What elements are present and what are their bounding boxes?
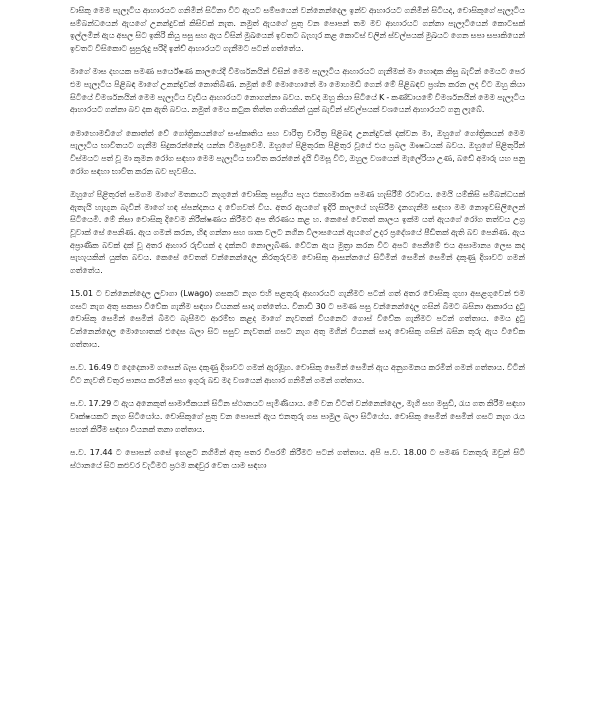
paragraph-2: මාගේ මාස දහයක පමණ පර්යේෂණ කාලයේදී විමර්ශනයින් විසින් මෙම පැලෑටිය ආහාරයට ගැනීමක් මා හොඳක කිසු බැවින් මෙයට පෙර එම පැලෑටිය පිළිබඳ මාගේ උනන්දුවක් නොතිබිණ. නමුත් මේ මොහොතේ මා මොහමඩි ගෙන් මේ පිළිබඳව ප්‍රශ්න කරන ලද විට ඔහු කියා සිටියේ විමර්ශනයින් මෙම පැලෑටිය වැඩිය ආහාරයට නොගන්නා බවය. තවද ඔහු කියා සිටියේ K - කණ්ඩායමේ විමර්ශනයින් මෙම පැලෑටිය ආහාරයට ගන්නා බව දක ඇති බවය. නමුත් මෙය කටුක තිත්ත ගතියකින් යුක් බැවින් ස්වල්පයක් වශයෙන් ආහාරයට ගනු ලැබේ. <box>70 66 525 115</box>
paragraph-5: 15.01 ට වන්නෙන්දෙල ලුවාගා (Lwago) ගසකට නැග එහි පළතුරු ආහාරයට ගැනීමට පටන් ගත් අතර චොසිකු ගුහා අසළගුවෙන් එම ගසට නැග අතු සකසා විවේක ගැනීම සඳහා වියනක් සාදා ගත්තේය. විනාඩි 30 ට පමණ පසු වන්නෙන්දෙල ගසින් බිමට බසිනා ආකාරය දුටු චොසිකු සෙමින් සෙමින් බිමට බැසීමට ආරම්භ කළද මාගේ නැවතක් වියනෙට ගොස් විවේක ගැනීමට පටන් ගත්තාය. මෙය දුටු වන්නෙන්දෙල මොහොතක් එදෙස බලා සිට පසුව නැවතක් ගසට නැග අතු මගින් වියනක් සාදා චොසිකු ගසින් බසින තුරු ඇය විවේක ගත්තාය. <box>70 288 525 349</box>
paragraph-7: ප.ව. 17.29 ට ඇය අනෙකුත් සාමාජිකයන් සිටින ස්ථානයට පැමිණියාය. මේ වන විටත් වන්නෙන්දෙල, මැගි සහ මසුඩි, රැය ගත කිරීම සඳහා වෘක්ෂයකට නැග සිටියෝය. චොසිකුගේ පුතු වන පොපන් ඇය එනතුරු ගස පාමුල බලා සිටියේය. චොසිකු සෙමින් සෙමින් ගසට නැග රැය පහන් කිරීම සඳහා වියනක් තනා ගත්තාය. <box>70 398 525 434</box>
paragraph-6: ප.ව. 16.49 ට දෙදෙනාම ගසෙන් බැස දකුණු දිශාවට ගමන් ඇරඹූහ. චොසිකු සෙමින් සෙමින් ඇය අනුගමනය කරමින් ගමන් ගත්තාය. විටින් විට නැවතී වතුර පානය කරමින් සහ ඉගුරු බඩ මද වශයෙන් ආහාර ගනිමින් ගමන් ගත්තාය. <box>70 362 525 385</box>
paragraph-8: ප.ව. 17.44 ට පොපන් ගසේ ඉහළට නගිමින් අතු පතර විපරම් කිරීමට පටන් ගත්තාය. අපි ප.ව. 18.00 ට පමණ වනතුරු ඔවුන් සිටි ස්ථානයේ සිට කළුවර වැටීමට ප්‍රථම කඳවුර වෙත යාම සඳහා <box>70 447 525 470</box>
paragraph-3: මොහොමඩිගේ කොත්ත් වේ ගෝත්‍රිකයන්ගේ සංස්කෘතිය සහ වාරිත්‍ර වාරිත්‍ර පිළිබඳ උනන්දුවක් දක්වන මා, ඔහුගේ ගෝත්‍රිකයන් මෙම පැලෑටිය භාවිතයට ගැනීම සිදුකරන්නේද යන්න විමසුවෙමි. ඔහුගේ පිළිතුරක පිළිතුර වූයේ එය ප්‍රබල ඖෂධයක් බවය. ඔහුගේ පිළිතුරින් විස්මයට පත් වූ මා කුමන රෝග සඳහා මෙම පැලෑටිය භාවිත කරන්නේ දැයි විමසූ විට, ඔහුල වශයෙන් මැලේරියා උණ, බඩේ අමාරු යහ පනු රෝග සඳහා භාවිත කරන බව පැවසීය. <box>70 127 525 176</box>
paragraph-4: ඔහුගේ පිළිතුරත් සමගම මාගේ මතකයට නැගුනේ චොසිකු පසුගිය පැය එකහමාරක පමණ හැසිරීම් රටාවය. මෙයි යම්කිසි සම්බන්ධයක් ඇතැයි හැඟුන බැවින් මාගේ හඳ ස්පන්දනය ද වේගවත් විය. අතර ඇයගේ ඉදිරි කාලයේ හැසිරීම දැනගැනීම සඳහා මම නොඉවසිලිලෙන් සිටියෙමි. මේ නිසා චොසිකු දිවෙම නිරීක්ෂණය කිරීමට අප තීරණය කළ හ. කෙසේ වෙතත් කාලය ඉක්ම යත් ඇයගේ රෝග තත්වය උග්‍ර වූවාක් සේ පෙනිණ. ඇය ගමන් කරන, හිඳ ගන්නා සහ ශාක වලට නගින විලාසයෙන් ඇයගේ උදර ප්‍රදේශයේ පීඩිතක් ඇති බව පෙනිණ. ඇය අප්‍රාණික බවක් දක් වූ අතර ආහාර රුචියක් ද දක්නට නොලැබිණ. වේටන ඇය මුත්‍රා කරන විට අපට පෙනීමේ එය අසාමාන්‍ය ලෙස කද පැහැයකින් යුක්ත බවය. කෙසේ වෙතත් වන්නෙන්දෙල නිරතුරුවම චොසිකු ආසන්නයේ සිටිමින් සෙමින් සෙමින් දකුණු දිශාවට ගමන් ගත්තේය. <box>70 189 525 275</box>
paragraph-1: වාසිකු මෙම පැලෑටිය ආහාරයට ගනිමින් සිටිනා විට ඇයට සම්පයෙන් වන්නෙන්දෙල ඉන්ව ආහාරයට ගනිමින් සිටියද, චොසිකුගේ පැලෑටිය සම්බන්ධයෙන් ඇයගේ උනන්දුවක් කිසිවක් නැත. නමුත් ඇයගේ පුතු වන පොපන් තම මව ආහාරයට ගන්නා පැලෑටියෙන් කොටසක් ඉල්ලමින් ඇය අසල සිට ඉකිරි කියු පසු සහ ඇය විසින් මුඛයෙන් ඉවතට බැහැර කළ කොටස් වලින් ස්වල්පයක් මුඛයට ගෙන සපා සපාකියෙන් ඉවතට විසිකොට සුපුරුදු පරිදි ඉන්ච් ආහාරයට ගැනීමට පටන් ගත්තේය. <box>70 5 525 53</box>
